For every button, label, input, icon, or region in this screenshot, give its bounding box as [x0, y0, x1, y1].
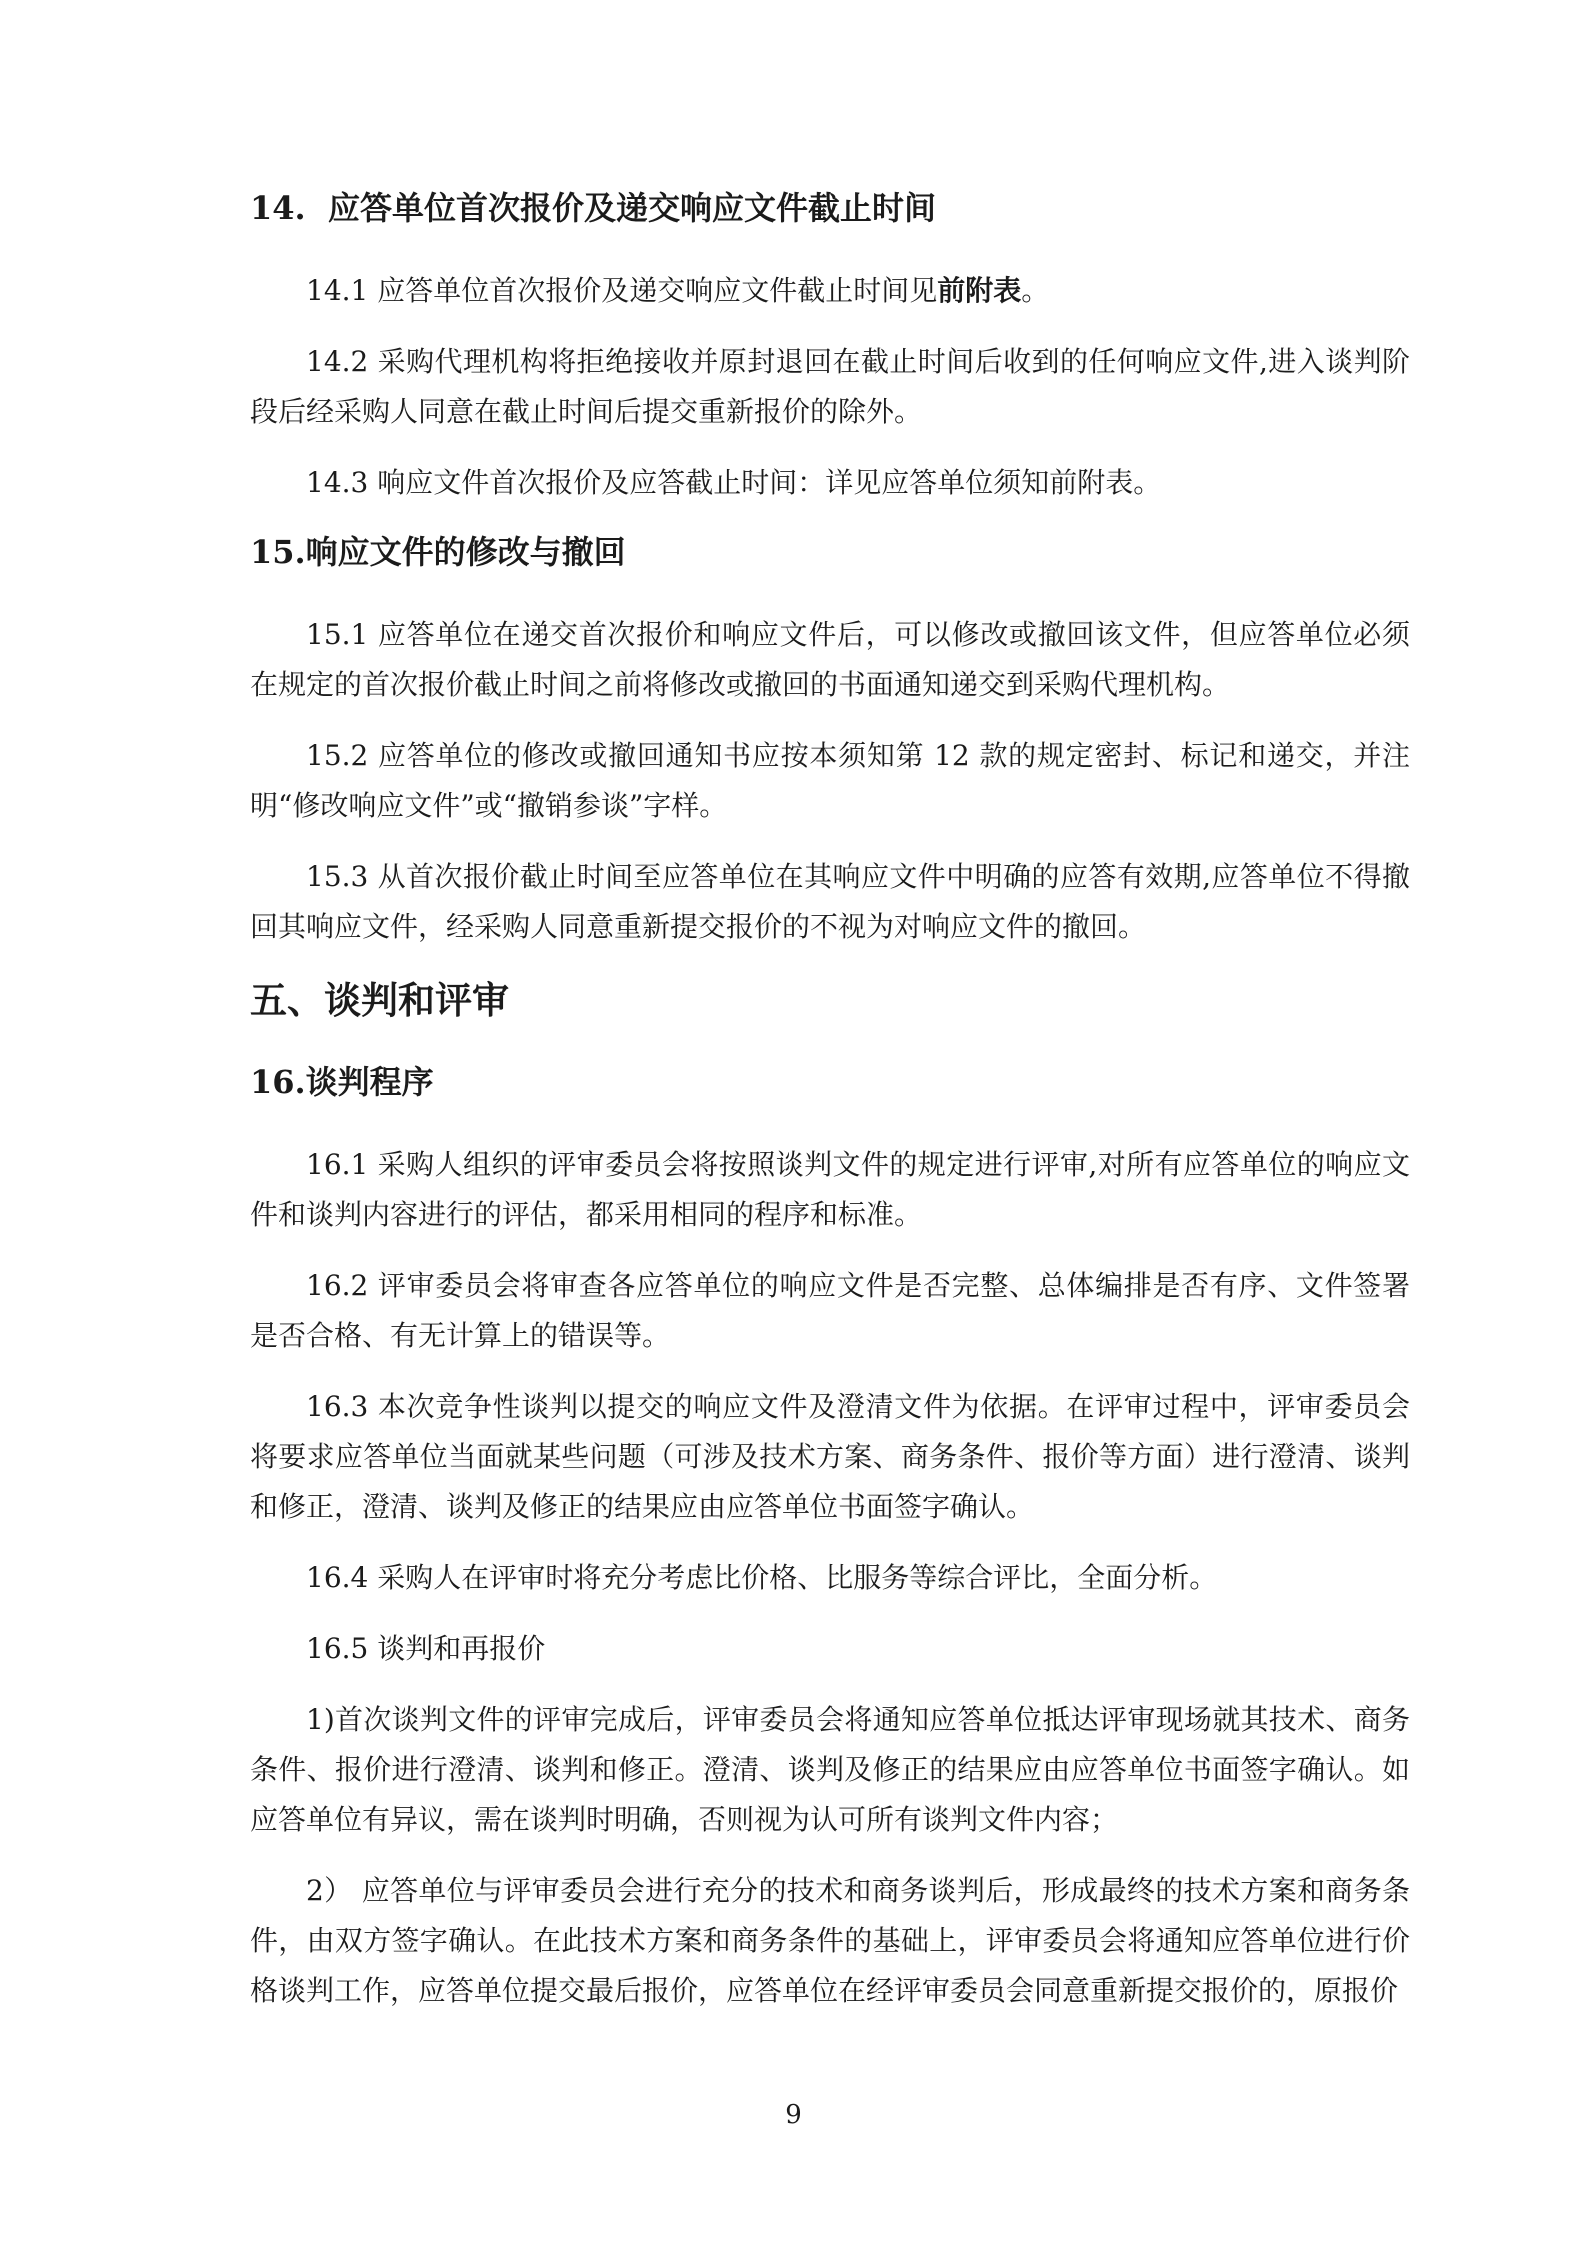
section-14-heading: 14. 应答单位首次报价及递交响应文件截止时间	[250, 189, 936, 227]
clause-14-3: 14.3 响应文件首次报价及应答截止时间：详见应答单位须知前附表。	[306, 466, 1162, 499]
clause-14-2: 14.2 采购代理机构将拒绝接收并原封退回在截止时间后收到的任何响应文件,进入谈判阶段后经采购人同意在截止时间后提交重新报价的除外。	[250, 345, 1410, 428]
document-body	[250, 0, 1410, 2016]
clause-16-4: 16.4 采购人在评审时将充分考虑比价格、比服务等综合评比，全面分析。	[306, 1561, 1218, 1594]
clause-16-2: 16.2 评审委员会将审查各应答单位的响应文件是否完整、总体编排是否有序、文件签署是否合格、有无计算上的错误等。	[250, 1269, 1410, 1352]
section-16-heading: 16.谈判程序	[250, 1063, 434, 1101]
clause-14-1	[250, 266, 1410, 316]
section-15-heading: 15.响应文件的修改与撤回	[250, 533, 626, 571]
clause-15-2: 15.2 应答单位的修改或撤回通知书应按本须知第 12 款的规定密封、标记和递交，并注明“修改响应文件”或“撤销参谈”字样。	[250, 739, 1410, 822]
page-number: 9	[785, 2100, 802, 2130]
clause-15-1: 15.1 应答单位在递交首次报价和响应文件后，可以修改或撤回该文件，但应答单位必须在规定的首次报价截止时间之前将修改或撤回的书面通知递交到采购代理机构。	[250, 618, 1410, 701]
clause-14-1-bold-term: 前附表	[937, 274, 1022, 307]
clause-16-5: 16.5 谈判和再报价	[306, 1632, 546, 1665]
clause-16-5-item-2: 2） 应答单位与评审委员会进行充分的技术和商务谈判后，形成最终的技术方案和商务条件，由双方签字确认。在此技术方案和商务条件的基础上，评审委员会将通知应答单位进行价格谈判工作，应答单位提交最后报价，应答单位在经评审委员会同意重新提交报价的，原报价	[250, 1874, 1410, 2007]
clause-16-3: 16.3 本次竞争性谈判以提交的响应文件及澄清文件为依据。在评审过程中，评审委员会将要求应答单位当面就某些问题（可涉及技术方案、商务条件、报价等方面）进行澄清、谈判和修正，澄清、谈判及修正的结果应由应答单位书面签字确认。	[250, 1390, 1410, 1523]
clause-14-1-period: 。	[1021, 274, 1050, 307]
clause-16-1: 16.1 采购人组织的评审委员会将按照谈判文件的规定进行评审,对所有应答单位的响应文件和谈判内容进行的评估，都采用相同的程序和标准。	[250, 1148, 1410, 1231]
clause-15-3: 15.3 从首次报价截止时间至应答单位在其响应文件中明确的应答有效期,应答单位不得撤回其响应文件，经采购人同意重新提交报价的不视为对响应文件的撤回。	[250, 860, 1410, 943]
clause-14-1-text: 14.1 应答单位首次报价及递交响应文件截止时间见	[306, 274, 938, 307]
clause-16-5-item-1: 1)首次谈判文件的评审完成后，评审委员会将通知应答单位抵达评审现场就其技术、商务条件、报价进行澄清、谈判和修正。澄清、谈判及修正的结果应由应答单位书面签字确认。如应答单位有异议，需在谈判时明确，否则视为认可所有谈判文件内容；	[250, 1703, 1410, 1836]
chapter-5-heading: 五、谈判和评审	[250, 978, 509, 1022]
